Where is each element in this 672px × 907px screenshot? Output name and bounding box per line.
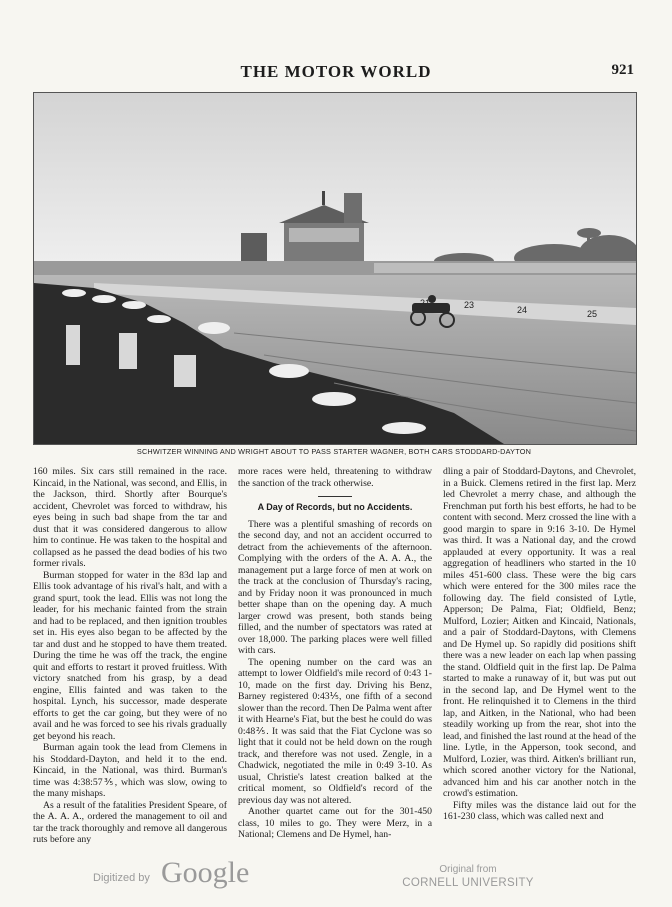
text-column-3 (443, 466, 636, 823)
university-name: CORNELL UNIVERSITY (402, 877, 534, 889)
original-source-watermark (393, 864, 543, 890)
paragraph: There was a plentiful smashing of records on the second day, and not an accident occurred to detract from the achievements of the afternoon. Complying with the orders of the A. A. A., the management put a large force of men at work on the track at the conclusion of Thursday's racing, and by Friday noon it was pronounced in much better shape than on the opening day. A much larger crowd was present, both stands being filled, and the number of spectators was rated at over 18,000. The parking places were well filled with cars. (238, 518, 432, 656)
paragraph: 160 miles. Six cars still remained in the race. Kincaid, in the National, was second, and Ellis, in the Jackson, third. Shortly after Bourque's accident, Chevrolet was forced to withdraw, his eyes being in such bad shape from the tar and dust that it was considered dangerous to allow him to continue. He was taken to the hospital and collapsed as he passed the dead bodies of his two former rivals. (33, 466, 227, 569)
digitized-by-label: Digitized by (93, 872, 150, 884)
paragraph: Burman stopped for water in the 83d lap and Ellis took advantage of his rival's halt, and with a grand spurt, took the lead. Ellis was not long the leader, for his mechanic fainted from the strain and had to be replaced, and then ignition troubles set in. His eyes also began to be affected by the tar and dust and he stopped to have them treated. During the time he was off the track, the engine quit and efforts to restart it proved fruitless. With victory snatched from his grasp, by a dead engine, Ellis fainted and was taken to the hospital. Lynch, his successor, made desperate efforts to get the car going, but they were of no avail and he was forced to see his rivals gradually get beyond his reach. (33, 569, 227, 742)
paragraph: As a result of the fatalities President Speare, of the A. A. A., ordered the management to oil and tar the track thoroughly and remove all dangerous ruts before any (33, 799, 227, 845)
paragraph: Another quartet came out for the 301-450 class, 10 miles to go. They were Merz, in a National; Clemens and De Hymel, han- (238, 806, 432, 840)
page-header (0, 60, 672, 86)
original-from-label: Original from (439, 864, 497, 875)
post-number: 23 (464, 300, 475, 310)
text-column-1 (33, 466, 227, 846)
section-heading: A Day of Records, but no Accidents. (257, 502, 413, 512)
race-photograph (33, 92, 637, 445)
paragraph: more races were held, threatening to withdraw the sanction of the track otherwise. (238, 466, 432, 489)
google-logo: Google (161, 856, 250, 889)
paragraph: Burman again took the lead from Clemens in his Stoddard-Dayton, and held it to the end. Kincaid, in the National, was third. Burman's time was 4:38:57⅗, which was slow, owing to the many mishaps. (33, 742, 227, 799)
photo-caption: SCHWITZER WINNING AND WRIGHT ABOUT TO PASS STARTER WAGNER, BOTH CARS STODDARD-DAYTON (136, 447, 532, 456)
post-number: 25 (587, 309, 598, 319)
paragraph: dling a pair of Stoddard-Daytons, and Chevrolet, in a Buick. Clemens retired in the first lap. Merz led Chevrolet a merry chase, and although the Frenchman put forth his best efforts, he had to be content with second. Merz crossed the line with a good margin to spare in 9:16 3-10. De Hymel was third. It was a National day, and the crowd applauded at every opportunity. It was a real aggregation of headliners who started in the 10 miles 451-600 class. These were the big cars which were entered for the 300 miles race the following day. The field consisted of Lytle, Apperson; De Palma, Fiat; Oldfield, Benz; Mulford, Lozier; Aitken and Kincaid, Nationals, and a pair of Stoddard-Daytons, with Clemens and De Hymel up. So rapidly did positions shift there was a new leader on each lap when passing the stand. Oldfield quit in the first lap. De Palma started to make a runaway of it, but was put out in the second lap, and De Hymel went to the front. He relinquished it to Clemens in the third lap, and Aitken, in the National, who had been steadily working up from the rear, shot into the lead, and finished the last round at the head of the line. Lytle, in the Apperson, took second, and Mulford, Lozier, was third. Aitken's brilliant run, which scored another victory for the National, advanced him and his car another notch in the crowd's estimation. (443, 466, 636, 799)
running-head: THE MOTOR WORLD (240, 62, 432, 81)
section-divider (318, 496, 352, 497)
page-number: 921 (611, 62, 634, 78)
paragraph: The opening number on the card was an attempt to lower Oldfield's mile record of 0:43 1-10, made on the first day. Driving his Benz, Barney registered 0:43⅕, one fifth of a second slower than the record. Then De Palma went after it with Hearne's Fiat, but the best he could do was 0:48⅖. It was said that the Fiat Cyclone was so light that it could not be held down on the rough track, and therefore was not used. Zengle, in a Chadwick, negotiated the mile in 0:49 3-10. As usual, Christie's latest creation balked at the critical moment, so Oldfield's record of the previous day was not altered. (238, 656, 432, 806)
text-column-2 (238, 466, 432, 841)
paragraph: Fifty miles was the distance laid out for the 161-230 class, which was called next and (443, 799, 636, 822)
post-number: 24 (517, 305, 528, 315)
race-scene-illustration (34, 93, 636, 444)
